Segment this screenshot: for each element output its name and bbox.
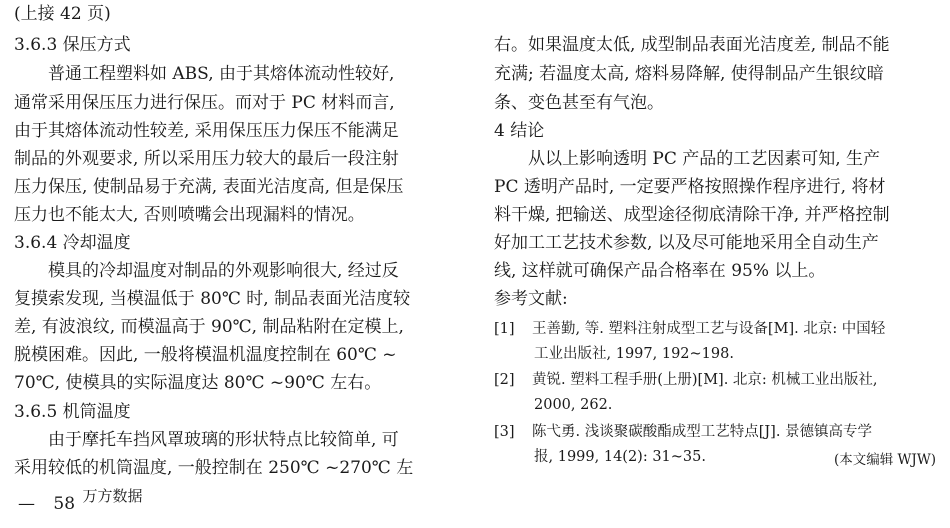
paragraph-line: 右。如果温度太低, 成型制品表面光洁度差, 制品不能 <box>494 35 890 55</box>
watermark: 万方数据 <box>82 487 143 505</box>
page-number: 58 <box>53 494 76 514</box>
reference-text: 王善勤, 等. 塑料注射成型工艺与设备[M]. 北京: 中国轻 <box>532 321 886 337</box>
reference-text: 陈弋勇. 浅谈聚碳酸酯成型工艺特点[J]. 景德镇高专学 <box>532 424 873 440</box>
continued-note: (上接 42 页) <box>14 4 111 24</box>
paragraph-line: 压力保压, 使制品易于充满, 表面光洁度高, 但是保压 <box>14 177 404 197</box>
paragraph-line: 料干燥, 把输送、成型途径彻底清除干净, 并严格控制 <box>494 205 890 225</box>
references-title: 参考文献: <box>494 289 568 309</box>
reference-number: [3] <box>494 424 515 440</box>
reference-text: 黄锐. 塑料工程手册(上册)[M]. 北京: 机械工业出版社, <box>532 372 878 388</box>
paragraph-line: 制品的外观要求, 所以采用压力较大的最后一段注射 <box>14 149 399 169</box>
paragraph-line: 由于摩托车挡风罩玻璃的形状特点比较简单, 可 <box>48 430 399 450</box>
paragraph-line: 70℃, 使模具的实际温度达 80℃ ~90℃ 左右。 <box>14 373 382 393</box>
paragraph-line: 好加工工艺技术参数, 以及尽可能地采用全自动生产 <box>494 233 879 253</box>
editor-note: (本文编辑 WJW) <box>834 452 936 468</box>
paragraph-line: 条、变色甚至有气泡。 <box>494 93 664 113</box>
section-heading-364: 3.6.4 冷却温度 <box>14 233 131 253</box>
section-heading-363: 3.6.3 保压方式 <box>14 35 131 55</box>
reference-text-cont: 工业出版社, 1997, 192~198. <box>534 346 734 362</box>
reference-item <box>494 368 878 392</box>
paragraph-line: 从以上影响透明 PC 产品的工艺因素可知, 生产 <box>528 149 881 169</box>
paragraph-line: 差, 有波浪纹, 而模温高于 90℃, 制品粘附在定模上, <box>14 317 404 337</box>
paragraph-line: 线, 这样就可确保产品合格率在 95% 以上。 <box>494 261 826 281</box>
reference-item <box>494 317 885 341</box>
reference-number: [2] <box>494 372 515 388</box>
footer-dash: — <box>18 494 35 514</box>
reference-text-cont: 报, 1999, 14(2): 31~35. <box>534 449 706 465</box>
paragraph-line: PC 透明产品时, 一定要严格按照操作程序进行, 将材 <box>494 177 886 197</box>
paragraph-line: 通常采用保压压力进行保压。而对于 PC 材料而言, <box>14 93 395 113</box>
page-footer <box>18 489 142 519</box>
reference-item <box>494 420 872 444</box>
paragraph-line: 模具的冷却温度对制品的外观影响很大, 经过反 <box>48 261 399 281</box>
section-heading-365: 3.6.5 机筒温度 <box>14 402 131 422</box>
paragraph-line: 充满; 若温度太高, 熔料易降解, 使得制品产生银纹暗 <box>494 64 884 84</box>
paragraph-line: 复摸索发现, 当模温低于 80℃ 时, 制品表面光洁度较 <box>14 289 411 309</box>
section-heading-4: 4 结论 <box>494 121 545 141</box>
paragraph-line: 压力也不能太大, 否则喷嘴会出现漏料的情况。 <box>14 205 365 225</box>
paragraph-line: 普通工程塑料如 ABS, 由于其熔体流动性较好, <box>48 64 395 84</box>
paragraph-line: 由于其熔体流动性较差, 采用保压压力保压不能满足 <box>14 121 399 141</box>
reference-number: [1] <box>494 321 515 337</box>
paragraph-line: 脱模困难。因此, 一般将模温机温度控制在 60℃ ~ <box>14 345 397 365</box>
paragraph-line: 采用较低的机筒温度, 一般控制在 250℃ ~270℃ 左 <box>14 458 414 478</box>
reference-text-cont: 2000, 262. <box>534 397 613 413</box>
